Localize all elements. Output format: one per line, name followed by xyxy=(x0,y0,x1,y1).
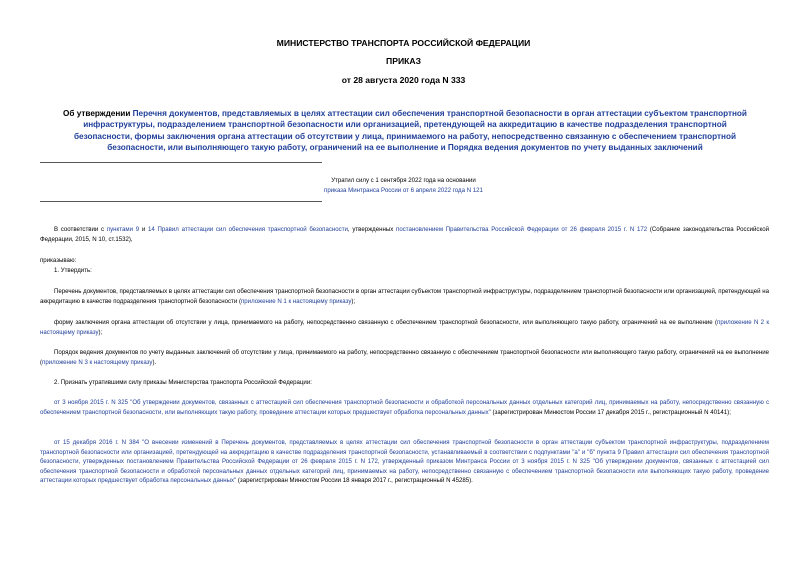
paragraph-list-of-documents: Перечень документов, представляемых в целях аттестации сил обеспечения транспортной безопасности в орган аттестации субъектом транспортной инфраструктуры, подразделением транспортной безопасности или организацией, претендующей на аккредитацию в качестве подразделения транспортной безопасности (приложение N 1 к настоящему приказу); xyxy=(40,288,769,305)
order-word: приказываю: xyxy=(40,257,77,264)
status-line: Утратил силу с 1 сентября 2022 года на основании xyxy=(331,177,476,184)
paragraph-conclusion-form: форму заключения органа аттестации об отсутствии у лица, принимаемого на работу, непосредственно связанную с обеспечением транспортной безопасности, или выполняющего такую работу, ограничений на ее выполнение (приложение N 2 к настоящему приказу); xyxy=(40,319,769,336)
appendix-3-link[interactable]: приложение N 3 к настоящему приказу xyxy=(42,358,153,366)
doc-type-heading: ПРИКАЗ xyxy=(386,56,421,66)
rules-link-1[interactable]: пунктами 9 xyxy=(106,226,140,233)
order-384-link[interactable]: от 15 декабря 2016 г. N 384 "О внесении изменений в Перечень документов, представляемых в целях аттестации сил обеспечения транспортной безопасности в орган аттестации субъектом транспортной инфраструктуры, подразделением транспортной безопасности или организацией, претендующей на аккредитацию в качестве подразделения транспортной безопасности, устанавливаемый в соответствии с подпунктами "а" и "б" пункта 9 Правил аттестации сил обеспечения транспортной безопасности, утвержденных постановлением Правительства Российской Федерации от 26 февраля 2015 г. N 172, утвержденный приказом Минтранса России от 3 ноября 2015 г. N 325 "Об утверждении документов, связанных с аттестацией сил обеспечения транспортной безопасности и обработкой персональных данных отдельных категорий лиц, принимаемых на работу, непосредственно связанную с обеспечением транспортной безопасности или выполняющих такую работу, проведение аттестации которых предшествует обработка персональных данных" xyxy=(40,439,769,485)
government-decree-link[interactable]: постановлением Правительства Российской Федерации от 26 февраля 2015 г. N 172 xyxy=(396,226,648,233)
document-title xyxy=(60,108,750,154)
order-325-link[interactable]: от 3 ноября 2015 г. N 325 "Об утверждении документов, связанных с аттестацией сил обеспечения транспортной безопасности и обработкой персональных данных отдельных категорий лиц, принимаемых на работу, непосредственно связанную с обеспечением транспортной безопасности, или выполняющих такую работу, проведение аттестации которых предшествует обработка персональных данных" xyxy=(40,399,769,416)
item-1: 1. Утвердить: xyxy=(54,267,92,274)
status-link[interactable]: приказа Минтранса России от 6 апреля 2022 года N 121 xyxy=(324,187,483,194)
repealed-order-2: от 15 декабря 2016 г. N 384 "О внесении изменений в Перечень документов, представляемых в целях аттестации сил обеспечения транспортной безопасности в орган аттестации субъектом транспортной инфраструктуры, подразделением транспортной безопасности или организацией, претендующей на аккредитацию в качестве подразделения транспортной безопасности, устанавливаемый в соответствии с подпунктами "а" и "б" пункта 9 Правил аттестации сил обеспечения транспортной безопасности, утвержденных постановлением Правительства Российской Федерации от 26 февраля 2015 г. N 172, утвержденный приказом Минтранса России от 3 ноября 2015 г. N 325 "Об утверждении документов, связанных с аттестацией сил обеспечения транспортной безопасности и обработкой персональных данных отдельных категорий лиц, принимаемых на работу, непосредственно связанную с обеспечением транспортной безопасности или выполняющих такую работу, проведение аттестации которых предшествует обработка персональных данных" (зарегистрирован Минюстом России 18 января 2017 г., регистрационный N 45285). xyxy=(40,439,769,485)
paragraph-record-procedure: Порядок ведения документов по учету выданных заключений об отсутствии у лица, принимаемого на работу, непосредственно связанную с обеспечением транспортной безопасности или выполняющего такую работу, ограничений на ее выполнение (приложение N 3 к настоящему приказу). xyxy=(40,349,769,366)
doc-date-number: от 28 августа 2020 года N 333 xyxy=(341,75,466,85)
ministry-heading: МИНИСТЕРСТВО ТРАНСПОРТА РОССИЙСКОЙ ФЕДЕРАЦИИ xyxy=(276,38,531,48)
title-link[interactable]: Перечня документов, представляемых в целях аттестации сил обеспечения транспортной безопасности в орган аттестации субъектом транспортной инфраструктуры, подразделением транспортной безопасности или организацией, претендующей на аккредитацию в качестве подразделения транспортной безопасности, формы заключения органа аттестации об отсутствии у лица, принимаемого на работу, непосредственно связанную с обеспечением транспортной безопасности, или выполняющего такую работу, ограничений на ее выполнение и Порядка ведения документов по учету выданных заключений xyxy=(73,109,747,153)
preamble-paragraph: В соответствии с пунктами 9 и 14 Правил аттестации сил обеспечения транспортной безопасности, утвержденных постановлением Правительства Российской Федерации от 26 февраля 2015 г. N 172 (Собрание законодательства Российской Федерации, 2015, N 10, ст.1532), xyxy=(40,226,769,243)
appendix-1-link[interactable]: приложение N 1 к настоящему приказу xyxy=(240,297,352,305)
divider-bottom xyxy=(40,201,322,202)
title-prefix: Об утверждении xyxy=(63,109,133,118)
appendix-2-link[interactable]: приложение N 2 к настоящему приказу xyxy=(40,319,769,336)
repealed-order-1: от 3 ноября 2015 г. N 325 "Об утверждении документов, связанных с аттестацией сил обеспечения транспортной безопасности и обработкой персональных данных отдельных категорий лиц, принимаемых на работу, непосредственно связанную с обеспечением транспортной безопасности, или выполняющих такую работу, проведение аттестации которых предшествует обработка персональных данных" (зарегистрирован Минюстом России 17 декабря 2015 г., регистрационный N 40141); xyxy=(40,399,769,416)
item-2: 2. Признать утратившими силу приказы Министерства транспорта Российской Федерации: xyxy=(54,379,312,386)
rules-link-2[interactable]: 14 Правил аттестации сил обеспечения транспортной безопасности xyxy=(147,226,348,233)
divider-top xyxy=(40,162,322,163)
